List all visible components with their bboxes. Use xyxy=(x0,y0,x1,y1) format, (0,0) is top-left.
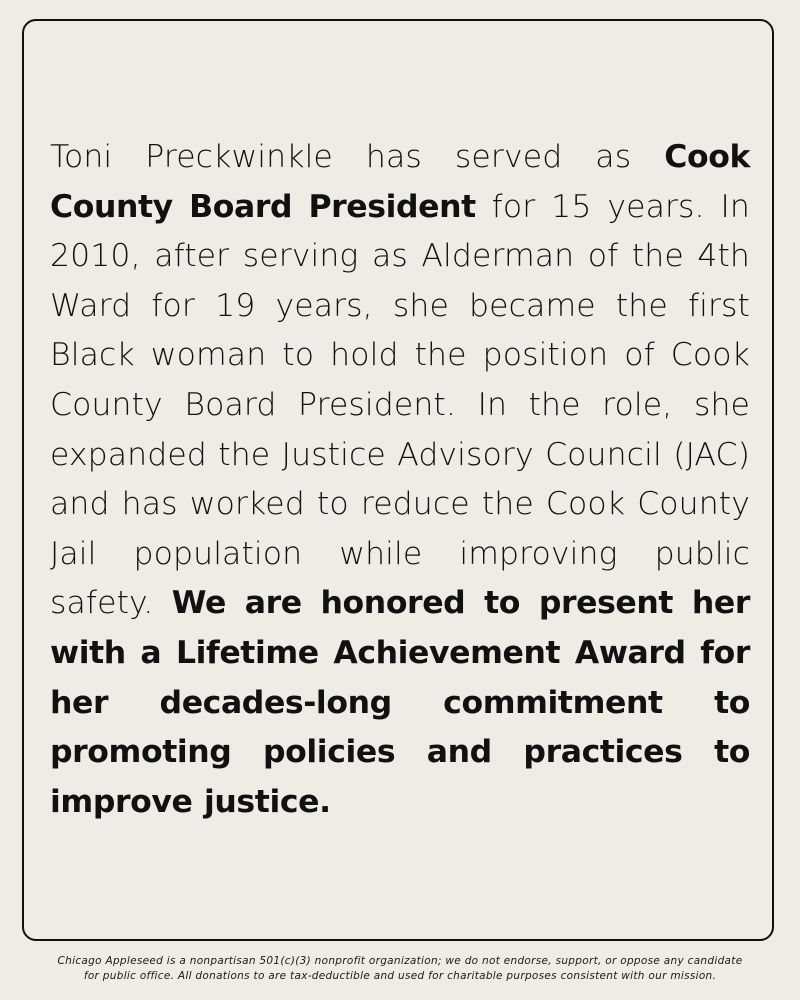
disclaimer-footer xyxy=(40,954,760,984)
award-description xyxy=(50,133,750,827)
position-title: Cook County Board President xyxy=(50,139,750,225)
disclaimer-line-1: Chicago Appleseed is a nonpartisan 501(c)(3) nonprofit organization; we do not endorse, support, or oppose any candidate xyxy=(57,955,743,967)
disclaimer-line-2: for public office. All donations to are tax-deductible and used for charitable purposes consistent with our mission. xyxy=(83,970,717,982)
biography-text: for 15 years. In 2010, after serving as Alderman of the 4th Ward for 19 years, she became the first Black woman to hold the position of Cook County Board President. In the role, she expanded the Justice Advisory Council (JAC) and has worked to reduce the Cook County Jail population while improving public safety. xyxy=(50,188,750,622)
award-statement: We are honored to present her with a Lifetime Achievement Award for her decades-long commitment to promoting policies and practices to improve justice. xyxy=(50,585,750,820)
intro-text: Toni Preckwinkle has served as xyxy=(50,139,665,175)
